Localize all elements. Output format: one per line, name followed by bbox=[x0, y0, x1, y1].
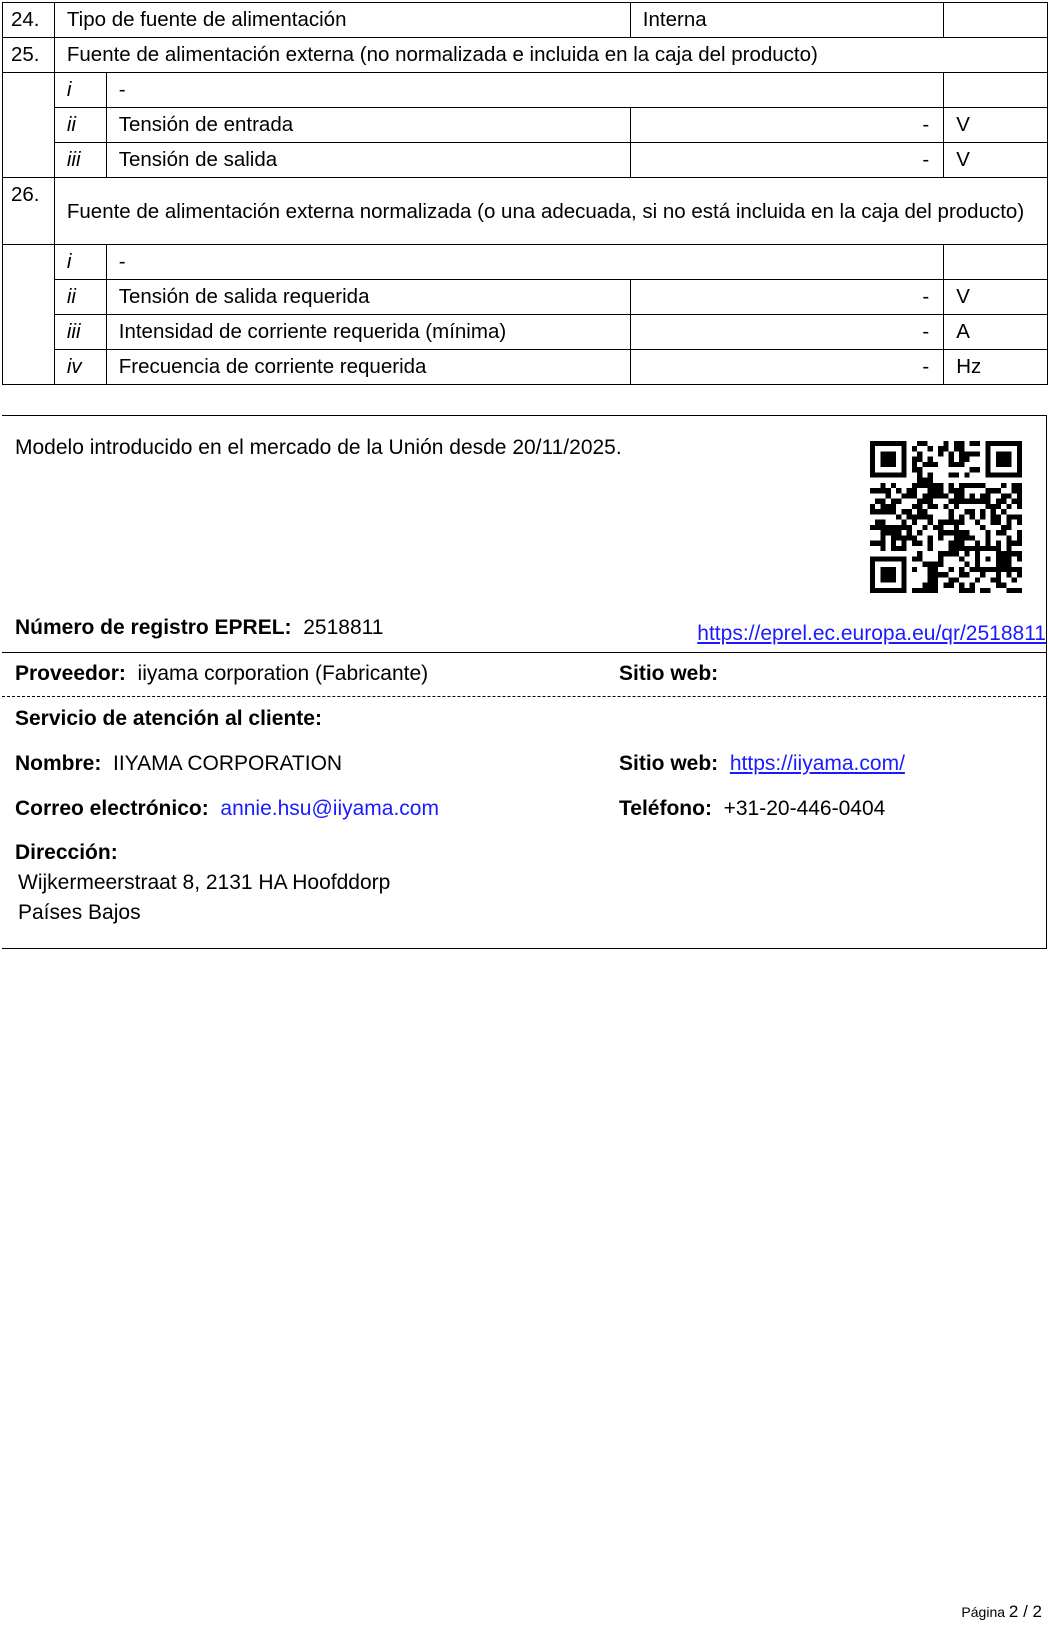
spec-row-25-iii bbox=[3, 143, 1048, 178]
sub-index: iii bbox=[54, 143, 106, 178]
sub-index: i bbox=[54, 73, 106, 108]
row-label: Fuente de alimentación externa normalizada (o una adecuada, si no está incluida en la caja del producto) bbox=[54, 178, 1047, 245]
row-number: 26. bbox=[3, 178, 55, 245]
service-name bbox=[15, 752, 342, 776]
supplier-website bbox=[619, 662, 718, 686]
row-label: Tipo de fuente de alimentación bbox=[54, 3, 630, 38]
email-link[interactable]: annie.hsu@iiyama.com bbox=[220, 797, 439, 820]
supplier-value: iiyama corporation (Fabricante) bbox=[137, 662, 429, 685]
supplier bbox=[15, 662, 428, 686]
sub-value: - bbox=[630, 108, 943, 143]
address-label: Dirección: bbox=[15, 841, 118, 864]
page-label: Página bbox=[961, 1604, 1006, 1620]
sub-index: iv bbox=[54, 350, 106, 385]
service-phone bbox=[619, 797, 885, 821]
spec-row-26 bbox=[3, 178, 1048, 245]
address-line-1: Wijkermeerstraat 8, 2131 HA Hoofddorp bbox=[18, 871, 391, 894]
sub-value: - bbox=[630, 280, 943, 315]
spec-row-25 bbox=[3, 38, 1048, 73]
qr-code-icon bbox=[870, 441, 1022, 593]
phone-value: +31-20-446-0404 bbox=[723, 797, 886, 820]
sub-label: Intensidad de corriente requerida (mínima) bbox=[106, 315, 630, 350]
market-placement-text: Modelo introducido en el mercado de la Unión desde 20/11/2025. bbox=[15, 436, 622, 459]
supplier-label: Proveedor: bbox=[15, 662, 126, 685]
spec-row-26-i bbox=[3, 245, 1048, 280]
website-label: Sitio web: bbox=[619, 662, 719, 685]
eprel-registration bbox=[15, 616, 383, 640]
spec-row-26-iii bbox=[3, 315, 1048, 350]
address-line-2: Países Bajos bbox=[18, 901, 141, 924]
sub-index: ii bbox=[54, 280, 106, 315]
name-value: IIYAMA CORPORATION bbox=[113, 752, 343, 775]
sub-label: - bbox=[106, 245, 943, 280]
sub-unit: V bbox=[944, 143, 1048, 178]
service-website-link[interactable]: https://iiyama.com/ bbox=[729, 752, 905, 775]
sub-index: ii bbox=[54, 108, 106, 143]
service-email bbox=[15, 797, 439, 821]
dashed-divider bbox=[2, 696, 1046, 697]
name-label: Nombre: bbox=[15, 752, 102, 775]
sub-unit: A bbox=[944, 315, 1048, 350]
supplier-info-box bbox=[2, 415, 1047, 949]
sub-value: - bbox=[630, 315, 943, 350]
sub-label: Tensión de salida requerida bbox=[106, 280, 630, 315]
row-value: Interna bbox=[630, 3, 943, 38]
service-website-label: Sitio web: bbox=[619, 752, 719, 775]
row-number: 24. bbox=[3, 3, 55, 38]
sub-label: Frecuencia de corriente requerida bbox=[106, 350, 630, 385]
sub-unit: Hz bbox=[944, 350, 1048, 385]
spec-table bbox=[2, 2, 1048, 385]
customer-service-heading: Servicio de atención al cliente: bbox=[15, 707, 322, 730]
sub-label: Tensión de entrada bbox=[106, 108, 630, 143]
sub-value: - bbox=[630, 143, 943, 178]
page-footer bbox=[961, 1602, 1042, 1622]
spec-row-26-ii bbox=[3, 280, 1048, 315]
eprel-label: Número de registro EPREL: bbox=[15, 616, 292, 639]
spec-row-25-ii bbox=[3, 108, 1048, 143]
page-number: 2 / 2 bbox=[1008, 1602, 1042, 1621]
divider bbox=[2, 652, 1046, 653]
sub-unit: V bbox=[944, 280, 1048, 315]
row-unit bbox=[944, 3, 1048, 38]
sub-index: i bbox=[54, 245, 106, 280]
sub-value: - bbox=[630, 350, 943, 385]
sub-index: iii bbox=[54, 315, 106, 350]
spec-row-26-iv bbox=[3, 350, 1048, 385]
row-number: 25. bbox=[3, 38, 55, 73]
eprel-number: 2518811 bbox=[303, 616, 384, 639]
spec-row-25-i bbox=[3, 73, 1048, 108]
spec-row-24 bbox=[3, 3, 1048, 38]
row-label: Fuente de alimentación externa (no normalizada e incluida en la caja del producto) bbox=[54, 38, 1047, 73]
service-website bbox=[619, 752, 905, 776]
email-label: Correo electrónico: bbox=[15, 797, 209, 820]
eprel-link[interactable]: https://eprel.ec.europa.eu/qr/2518811 bbox=[697, 622, 1046, 645]
sub-label: - bbox=[106, 73, 943, 108]
sub-label: Tensión de salida bbox=[106, 143, 630, 178]
phone-label: Teléfono: bbox=[619, 797, 712, 820]
sub-unit: V bbox=[944, 108, 1048, 143]
